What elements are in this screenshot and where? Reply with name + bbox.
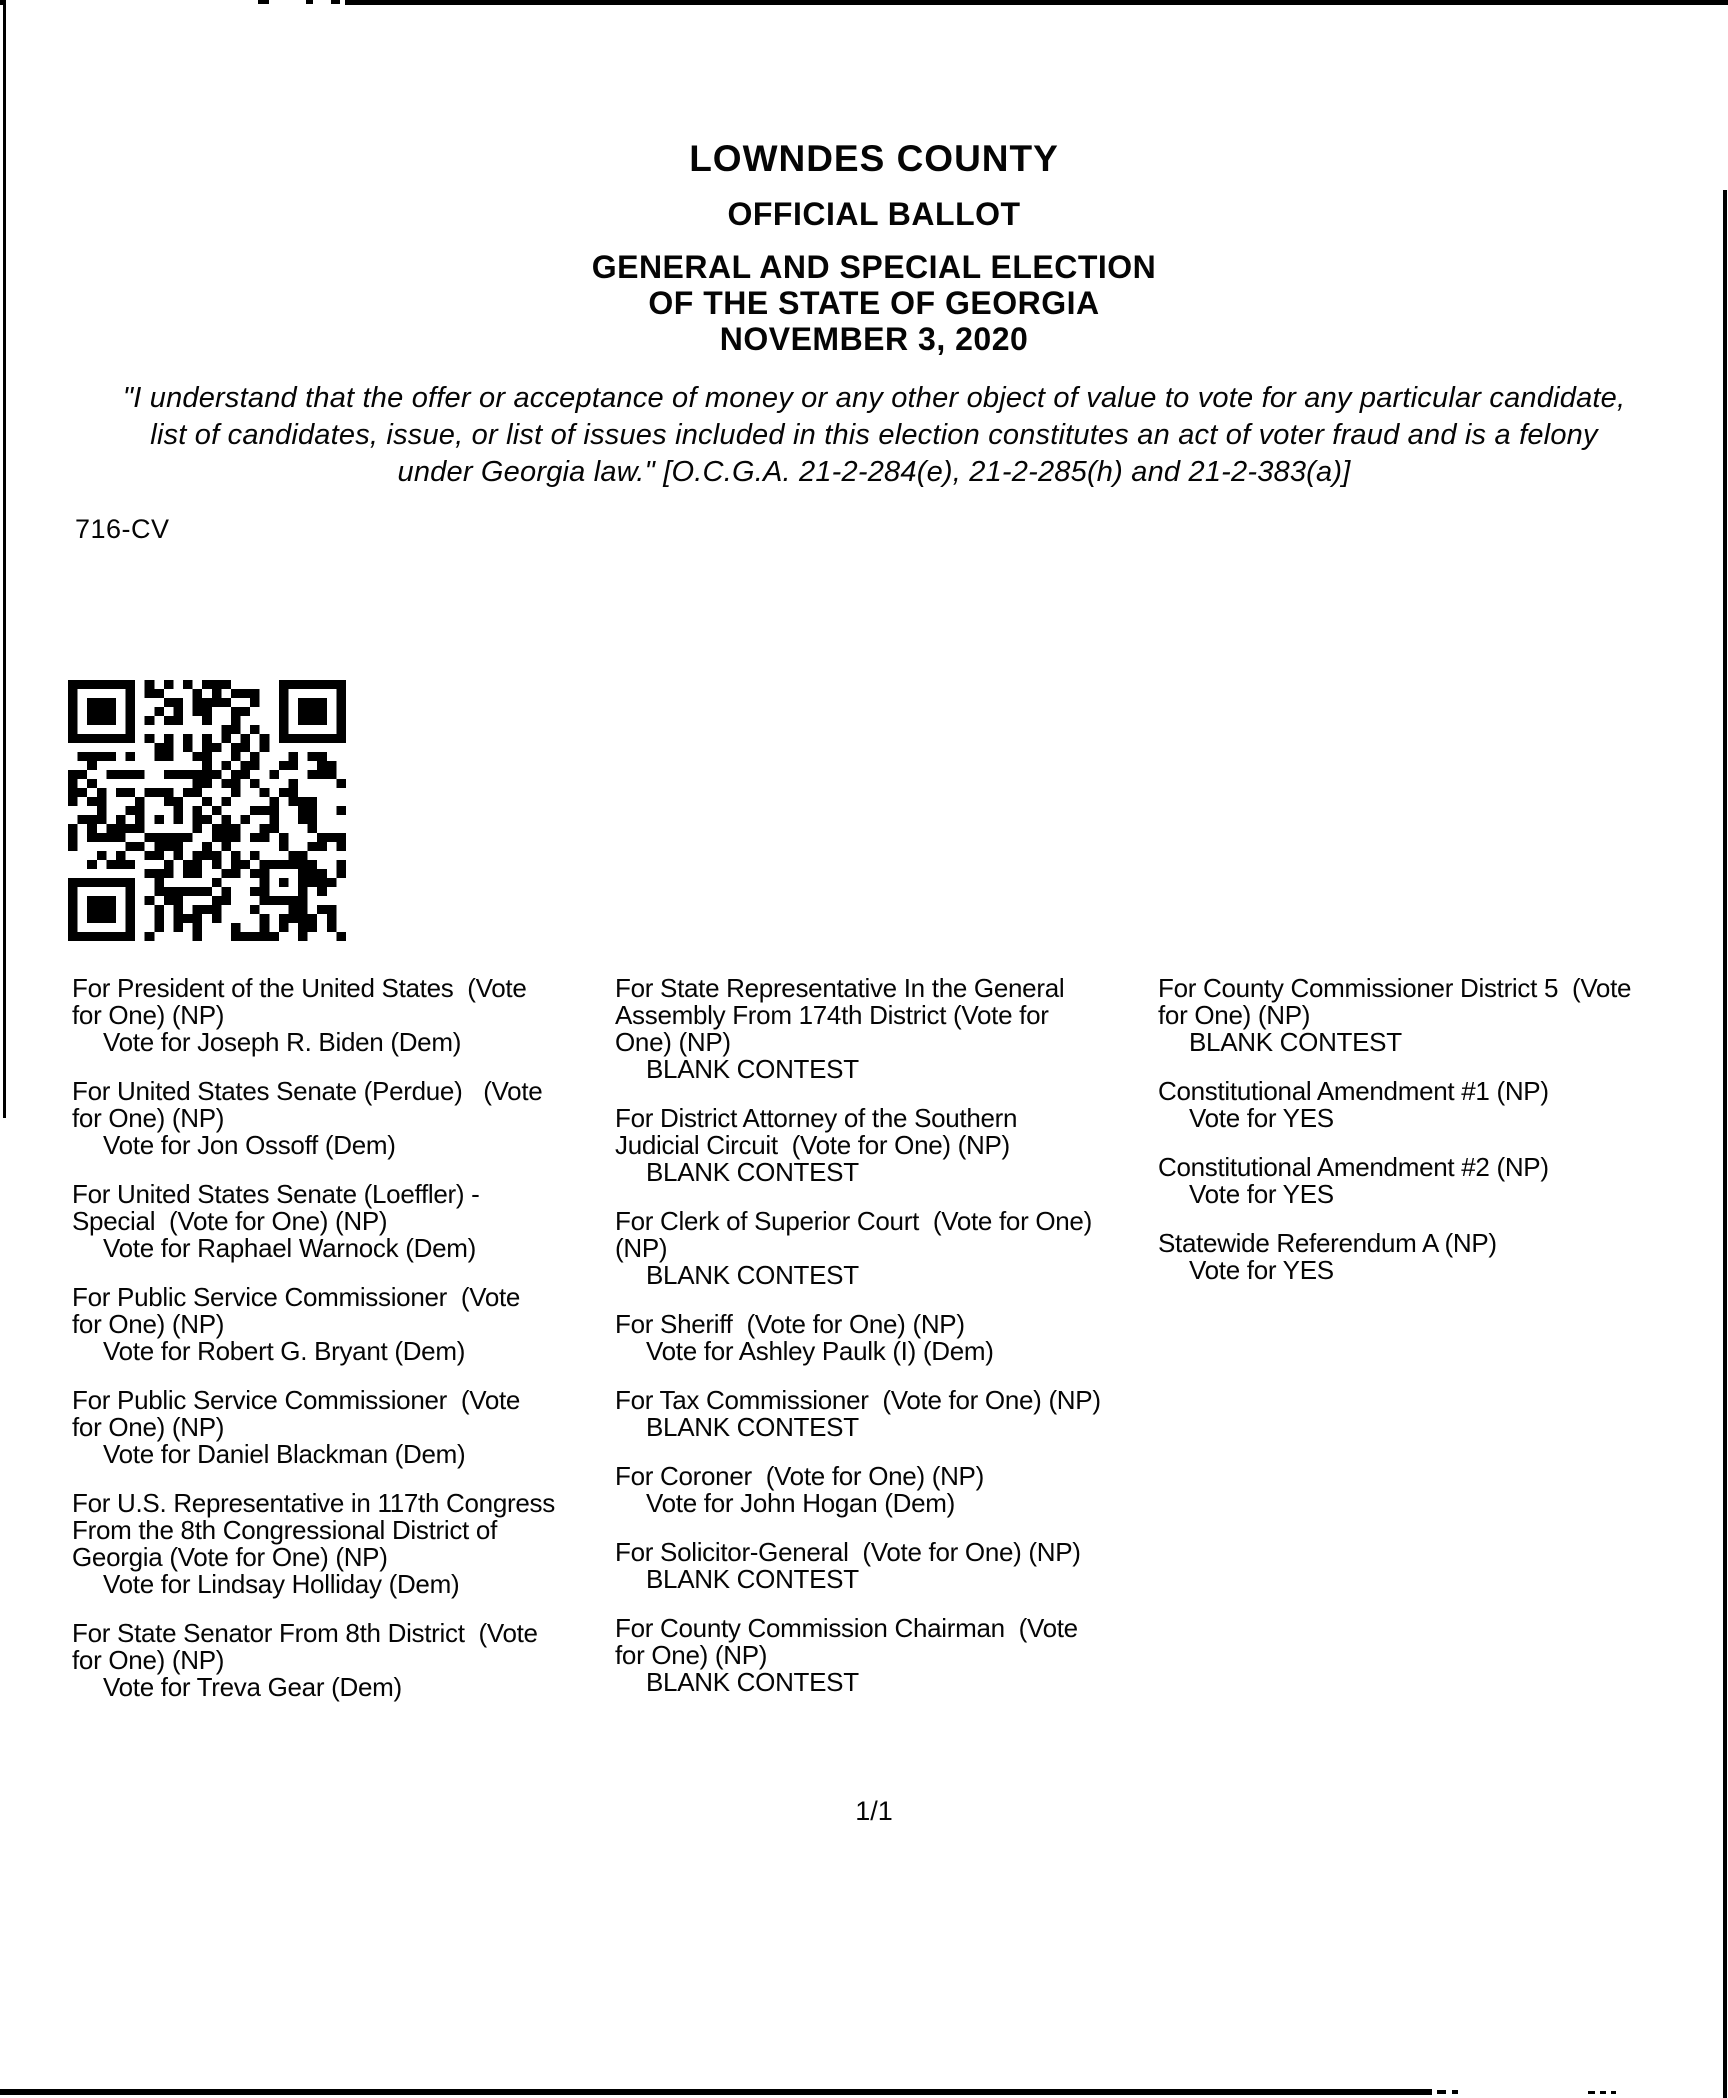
contest-title-line: For Public Service Commissioner (Vote [72,1385,521,1415]
contest-title-line: For United States Senate (Perdue) (Vote [72,1076,543,1106]
disclaimer-line: "I understand that the offer or acceptance of money or any other object of value to vote for any particular candidate, [122,382,1626,414]
contest-title-line: For Coroner (Vote for One) (NP) [615,1461,984,1491]
scan-artifact-bottom-dash [1588,2091,1595,2094]
contest-block [615,1105,1155,1186]
contest-title-line: For Public Service Commissioner (Vote [72,1282,521,1312]
contest-title-line: Georgia (Vote for One) (NP) [72,1542,388,1572]
contest-title-line: Constitutional Amendment #1 (NP) [1158,1076,1549,1106]
contest-block [615,1539,1155,1593]
contest-choice-line: Vote for Raphael Warnock (Dem) [103,1233,476,1263]
contest-title-line: For State Senator From 8th District (Vote [72,1618,538,1648]
contest-choice-line: BLANK CONTEST [646,1260,859,1290]
contest-title-line: Judicial Circuit (Vote for One) (NP) [615,1130,1010,1160]
contest-choice-line: Vote for Robert G. Bryant (Dem) [103,1336,466,1366]
scan-artifact-top-dash [331,0,340,4]
contest-title-line: for One) (NP) [1158,1000,1311,1030]
contest-title-line: For State Representative In the General [615,973,1065,1003]
scan-artifact-left-line [3,0,6,1118]
contest-title-line: Special (Vote for One) (NP) [72,1206,388,1236]
contest-block [72,1620,612,1701]
contest-title-line: For County Commission Chairman (Vote [615,1613,1078,1643]
contest-title-line: for One) (NP) [72,1412,225,1442]
ballot-style-code: 716-CV [75,514,170,544]
election-title [10,249,1728,357]
page-number: 1/1 [855,1796,893,1826]
contest-choice-line: BLANK CONTEST [1189,1027,1402,1057]
contest-title-line: for One) (NP) [72,1103,225,1133]
contest-title-line: For U.S. Representative in 117th Congress [72,1488,555,1518]
contest-choice-line: Vote for Daniel Blackman (Dem) [103,1439,466,1469]
contest-choice-line: BLANK CONTEST [646,1564,859,1594]
contest-block [1158,1154,1728,1208]
contest-title-line: for One) (NP) [72,1000,225,1030]
contest-block [72,1181,612,1262]
contest-block [72,1078,612,1159]
election-title-line: NOVEMBER 3, 2020 [719,321,1029,357]
contest-title-line: For Sheriff (Vote for One) (NP) [615,1309,965,1339]
contest-column-2 [615,975,1155,1718]
contest-choice-line: Vote for YES [1189,1103,1334,1133]
contest-title-line: For President of the United States (Vote [72,973,527,1003]
contest-block [615,1387,1155,1441]
contest-block [1158,975,1728,1056]
contest-choice-line: BLANK CONTEST [646,1054,859,1084]
contest-block [1158,1078,1728,1132]
scan-artifact-top-line [345,0,1728,5]
contest-title-line: For County Commissioner District 5 (Vote [1158,973,1632,1003]
contest-block [1158,1230,1728,1284]
contest-choice-line: Vote for Treva Gear (Dem) [103,1672,402,1702]
contest-choice-line: Vote for Jon Ossoff (Dem) [103,1130,396,1160]
contest-title-line: Constitutional Amendment #2 (NP) [1158,1152,1549,1182]
contest-block [72,1490,612,1598]
disclaimer-line: list of candidates, issue, or list of issues included in this election constitutes an act of voter fraud and is a felony [150,419,1598,451]
voter-fraud-disclaimer [10,380,1728,491]
contest-choice-line: BLANK CONTEST [646,1157,859,1187]
scan-artifact-bottom-dash [1611,2091,1616,2094]
scan-artifact-bottom-dash [1452,2090,1458,2094]
scan-artifact-bottom-dash [1600,2091,1606,2094]
contest-choice-line: Vote for YES [1189,1179,1334,1209]
contest-title-line: Statewide Referendum A (NP) [1158,1228,1497,1258]
contest-title-line: Assembly From 174th District (Vote for [615,1000,1049,1030]
disclaimer-line: under Georgia law." [O.C.G.A. 21-2-284(e), 21-2-285(h) and 21-2-383(a)] [397,456,1351,488]
contest-block [615,1463,1155,1517]
scan-artifact-top-dash [258,0,269,4]
contest-choice-line: Vote for John Hogan (Dem) [646,1488,955,1518]
contest-column-1 [72,975,612,1723]
contest-title-line: From the 8th Congressional District of [72,1515,497,1545]
contest-choice-line: BLANK CONTEST [646,1667,859,1697]
contest-block [615,1311,1155,1365]
contest-choice-line: Vote for YES [1189,1255,1334,1285]
scan-artifact-bottom-line [0,2089,1432,2095]
contest-title-line: For Clerk of Superior Court (Vote for One) [615,1206,1092,1236]
qr-code [68,680,346,941]
election-title-line: OF THE STATE OF GEORGIA [648,285,1100,321]
contest-title-line: (NP) [615,1233,668,1263]
contest-column-3 [1158,975,1728,1306]
contest-title-line: for One) (NP) [615,1640,768,1670]
ballot-type-title: OFFICIAL BALLOT [727,196,1021,232]
contest-choice-line: Vote for Ashley Paulk (I) (Dem) [646,1336,994,1366]
contest-title-line: For United States Senate (Loeffler) - [72,1179,480,1209]
scan-artifact-bottom-dash [1437,2090,1446,2094]
contest-title-line: for One) (NP) [72,1309,225,1339]
contest-choice-line: Vote for Lindsay Holliday (Dem) [103,1569,460,1599]
contest-block [615,1615,1155,1696]
contest-title-line: for One) (NP) [72,1645,225,1675]
contest-block [72,1387,612,1468]
contest-block [615,975,1155,1083]
contest-choice-line: Vote for Joseph R. Biden (Dem) [103,1027,462,1057]
contest-title-line: For Tax Commissioner (Vote for One) (NP) [615,1385,1101,1415]
election-title-line: GENERAL AND SPECIAL ELECTION [591,249,1157,285]
contest-block [72,1284,612,1365]
contest-title-line: One) (NP) [615,1027,731,1057]
contest-block [615,1208,1155,1289]
county-title: LOWNDES COUNTY [689,138,1059,179]
contest-title-line: For Solicitor-General (Vote for One) (NP) [615,1537,1081,1567]
contest-block [72,975,612,1056]
contest-title-line: For District Attorney of the Southern [615,1103,1018,1133]
scan-artifact-top-dash [306,0,313,4]
contest-choice-line: BLANK CONTEST [646,1412,859,1442]
